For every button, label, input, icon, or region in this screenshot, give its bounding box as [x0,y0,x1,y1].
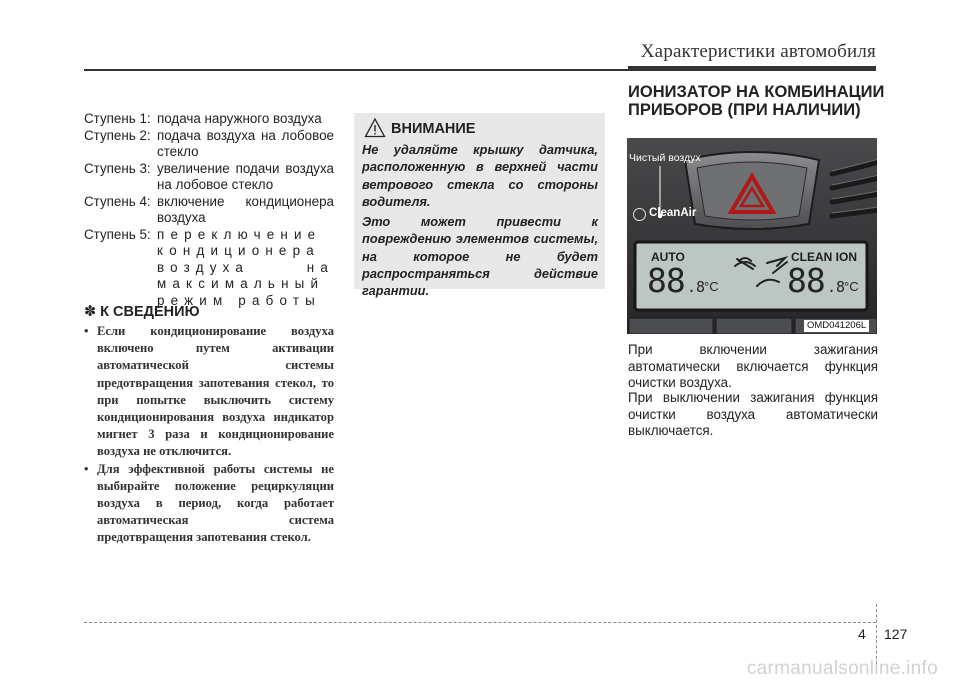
ionizer-paragraph: При включении зажигания автоматически включается функция очистки воздуха. [628,342,878,390]
lcd-auto-label: AUTO [651,250,685,264]
info-item-text: Если кондиционирование воздуха включено путем активации автоматической системы предотвращения запотевания стекол, то при попытке выключить систему кондиционирования воздуха индикатор мигнет 3 раза и кондиционирование воздуха не отключится. [97,324,334,459]
step-text: увеличение подачи воздуха на лобовое стекло [157,160,334,192]
lcd-temp-left-small: .8 [687,278,706,296]
bullet: • [84,461,89,476]
running-header: Характеристики автомобиля [640,41,876,62]
info-item [84,461,334,547]
warning-triangle-icon [364,117,386,139]
steps-list [84,111,334,309]
lcd-temp-right-small: .8 [827,278,846,296]
lcd-cleanion-label: CLEAN ION [791,250,857,264]
watermark-text: carmanualsonline.info [746,658,938,679]
cleanair-icon [633,208,646,221]
step-row [84,227,334,310]
step-row [84,194,334,227]
step-text: подача наружного воздуха [157,111,322,126]
chapter-number: 4 [858,626,866,642]
panel-illustration [627,138,877,334]
lcd-unit-right: °C [844,279,859,294]
warning-title: ВНИМАНИЕ [391,121,476,137]
step-label: Ступень 3: [84,160,151,176]
info-heading: ✽ К СВЕДЕНИЮ [84,304,200,320]
step-label: Ступень 4: [84,193,151,209]
info-item-text: Для эффективной работы системы не выбирайте положение рециркуляции воздуха в период, когда работает автоматическая система предотвращения запотевания стекол. [97,461,334,545]
warning-text [362,141,598,300]
info-list [84,323,334,547]
lcd-unit-left: °C [704,279,719,294]
page-number: 127 [884,626,908,642]
step-text: включение кондиционера воздуха [157,193,334,225]
bullet: • [84,324,89,338]
step-row [84,161,334,194]
ionizer-paragraph: При выключении зажигания функция очистки воздуха автоматически выключается. [628,390,878,438]
warning-paragraph: Не удаляйте крышку датчика, расположенную в верхней части ветрового стекла со стороны водителя. [362,142,598,209]
instrument-panel-figure [627,138,877,334]
step-text: переключение кондиционера воздуха на максимальный режим работы [157,226,334,308]
info-item [84,323,334,461]
step-text: подача воздуха на лобовое стекло [157,127,334,159]
figure-code: OMD041206L [804,320,869,332]
step-label: Ступень 5: [84,226,151,242]
step-row [84,128,334,161]
cleanair-label: CleanAir [649,207,697,219]
callout-label: Чистый воздух [629,152,701,164]
lcd-temp-left: 88 [647,261,685,300]
step-row [84,111,334,128]
warning-paragraph: Это может привести к повреждению элементов системы, на которое не будет распространяться действие гарантии. [362,214,598,299]
step-label: Ступень 2: [84,127,151,143]
header-tab-bar [628,66,876,71]
lcd-temp-right: 88 [787,261,825,300]
section-title: ИОНИЗАТОР НА КОМБИНАЦИИ ПРИБОРОВ (ПРИ НАЛИЧИИ) [628,83,885,119]
footer-divider [876,604,878,664]
step-label: Ступень 1: [84,111,151,126]
footer-rule [84,622,876,624]
